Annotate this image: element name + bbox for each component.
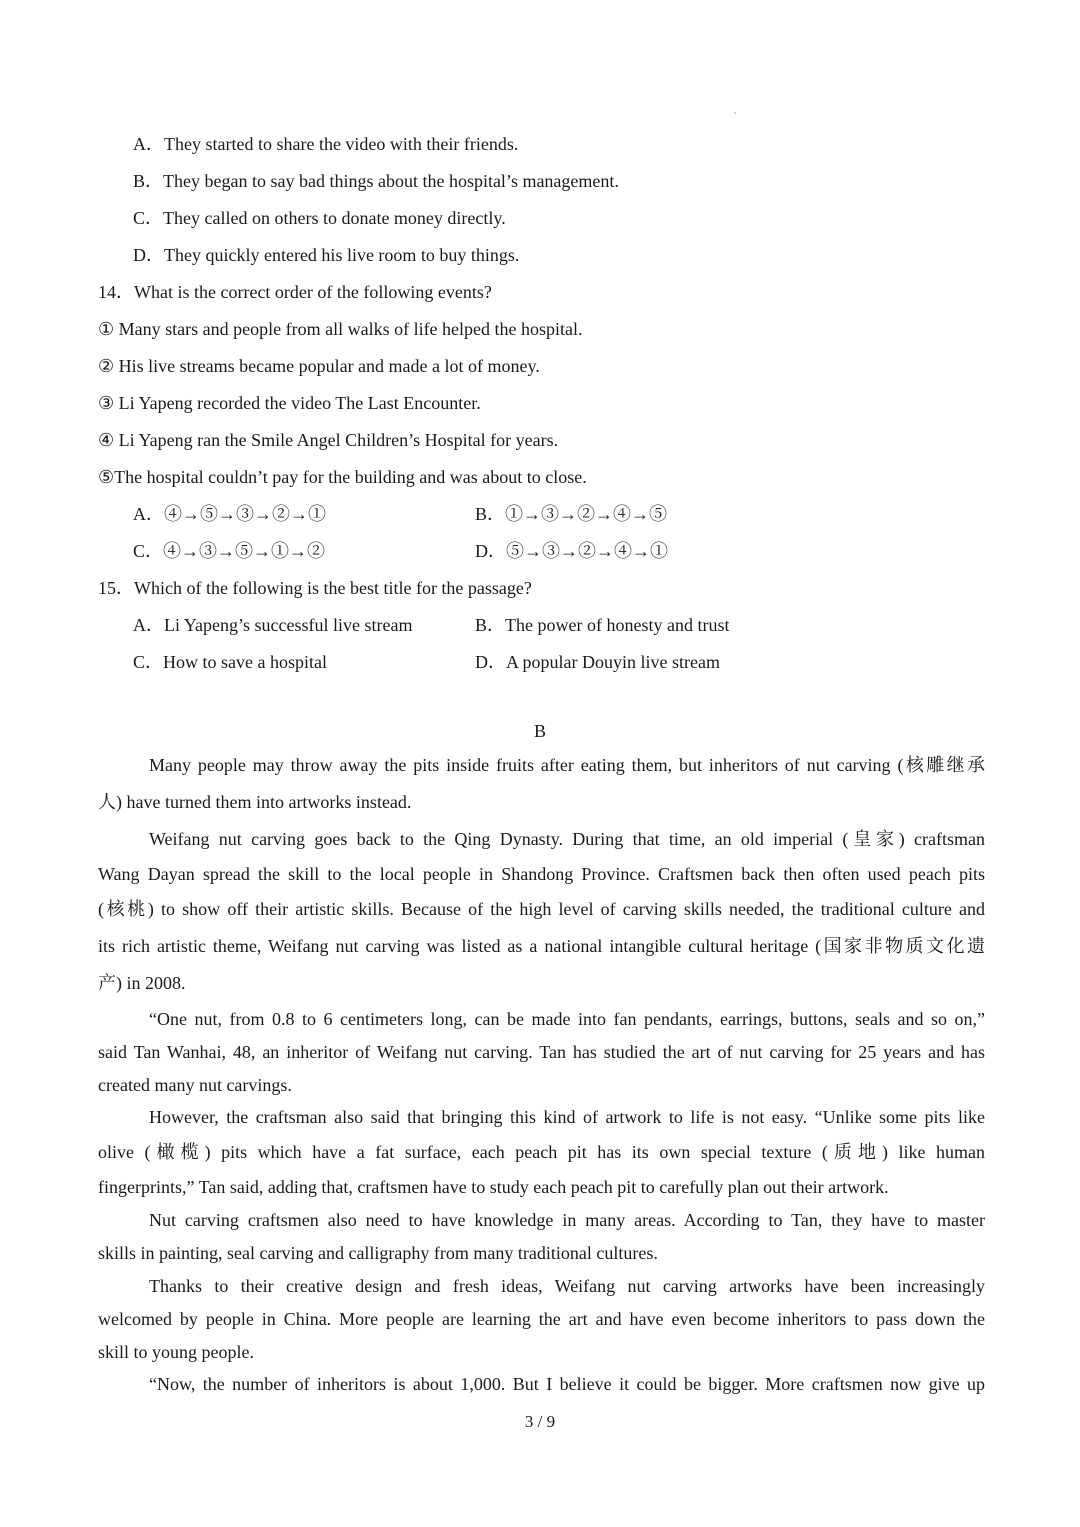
q14-event-2: ② His live streams became popular and made a lot of money. bbox=[98, 356, 540, 376]
paragraph-line: skills in painting, seal carving and calligraphy from many traditional cultures. bbox=[98, 1243, 658, 1263]
q14-event-1: ① Many stars and people from all walks of life helped the hospital. bbox=[98, 319, 583, 339]
paragraph-line: 人) have turned them into artworks instead. bbox=[98, 792, 412, 812]
section-heading: B bbox=[533, 721, 546, 741]
paragraph-line: skill to young people. bbox=[98, 1342, 254, 1362]
q14-option-d: D．⑤→③→②→④→① bbox=[475, 541, 668, 561]
paragraph-line: fingerprints,” Tan said, adding that, craftsmen have to study each peach pit to carefully plan out their artwork. bbox=[98, 1177, 889, 1197]
paragraph-line: Thanks to their creative design and fresh ideas, Weifang nut carving artworks have been increasingly bbox=[149, 1276, 985, 1296]
q13-option-a: A．They started to share the video with their friends. bbox=[133, 134, 519, 154]
paragraph-line: (核桃) to show off their artistic skills. Because of the high level of carving skills needed, the traditional culture and bbox=[98, 899, 985, 919]
scan-speck bbox=[734, 112, 736, 114]
paragraph-line: olive (橄榄) pits which have a fat surface, each peach pit has its own special texture (质地) like human bbox=[98, 1142, 985, 1162]
paragraph-line: Weifang nut carving goes back to the Qing Dynasty. During that time, an old imperial (皇家) craftsman bbox=[149, 829, 985, 849]
paragraph-line: However, the craftsman also said that bringing this kind of artwork to life is not easy. “Unlike some pits like bbox=[149, 1107, 985, 1127]
q14-option-b: B．①→③→②→④→⑤ bbox=[475, 504, 668, 524]
q14-option-c: C．④→③→⑤→①→② bbox=[133, 541, 326, 561]
paragraph-line: welcomed by people in China. More people are learning the art and have even become inheritors to pass down the bbox=[98, 1309, 985, 1329]
q14-event-5: ⑤The hospital couldn’t pay for the building and was about to close. bbox=[98, 467, 587, 487]
q14-option-a: A．④→⑤→③→②→① bbox=[133, 504, 326, 524]
q15-option-a: A．Li Yapeng’s successful live stream bbox=[133, 615, 413, 635]
q13-option-b: B．They began to say bad things about the hospital’s management. bbox=[133, 171, 619, 191]
q15-option-b: B．The power of honesty and trust bbox=[475, 615, 730, 635]
q14-stem: 14．What is the correct order of the following events? bbox=[98, 282, 492, 302]
q15-option-d: D．A popular Douyin live stream bbox=[475, 652, 720, 672]
q15-stem: 15．Which of the following is the best title for the passage? bbox=[98, 578, 532, 598]
paragraph-line: 产) in 2008. bbox=[98, 973, 186, 993]
q14-event-4: ④ Li Yapeng ran the Smile Angel Children’s Hospital for years. bbox=[98, 430, 559, 450]
paragraph-line: said Tan Wanhai, 48, an inheritor of Weifang nut carving. Tan has studied the art of nut carving for 25 years and has bbox=[98, 1042, 985, 1062]
paragraph-line: Wang Dayan spread the skill to the local people in Shandong Province. Craftsmen back then often used peach pits bbox=[98, 864, 985, 884]
q13-option-c: C．They called on others to donate money directly. bbox=[133, 208, 506, 228]
q15-option-c: C．How to save a hospital bbox=[133, 652, 327, 672]
paragraph-line: its rich artistic theme, Weifang nut carving was listed as a national intangible cultural heritage (国家非物质文化遗 bbox=[98, 936, 985, 956]
paragraph-line: “Now, the number of inheritors is about 1,000. But I believe it could be bigger. More craftsmen now give up bbox=[149, 1374, 985, 1394]
paragraph-line: Many people may throw away the pits inside fruits after eating them, but inheritors of nut carving (核雕继承 bbox=[149, 755, 985, 775]
page-number: 3 / 9 bbox=[524, 1412, 556, 1431]
paragraph-line: Nut carving craftsmen also need to have knowledge in many areas. According to Tan, they have to master bbox=[149, 1210, 985, 1230]
paragraph-line: created many nut carvings. bbox=[98, 1075, 292, 1095]
paragraph-line: “One nut, from 0.8 to 6 centimeters long, can be made into fan pendants, earrings, buttons, seals and so on,” bbox=[149, 1009, 985, 1029]
q13-option-d: D．They quickly entered his live room to buy things. bbox=[133, 245, 520, 265]
q14-event-3: ③ Li Yapeng recorded the video The Last Encounter. bbox=[98, 393, 481, 413]
